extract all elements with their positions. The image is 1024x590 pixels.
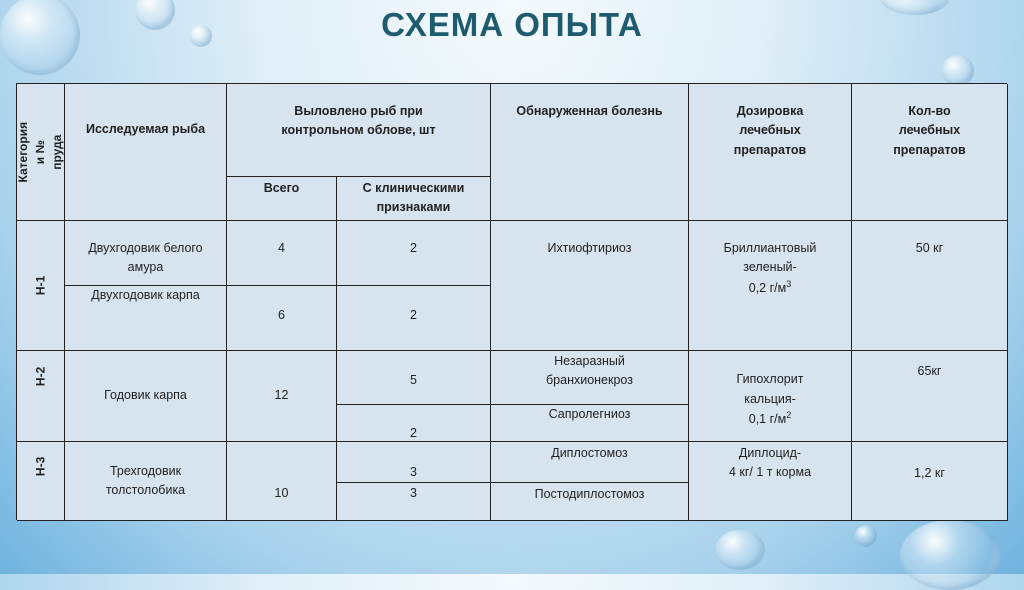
category-label: Н-3: [33, 456, 48, 476]
dosage-cell: [689, 351, 852, 442]
fish-cell: Двухгодовик белого амура: [65, 221, 227, 286]
dosage-line1: Диплоцид-: [738, 446, 802, 460]
header-caught: Выловлено рыб при контрольном облове, шт: [227, 84, 491, 177]
bubble-decoration: [715, 530, 765, 570]
disease-cell: Незаразный бранхионекроз: [491, 351, 689, 405]
bubble-decoration: [855, 525, 877, 547]
dosage-line2: 0,2 г/м: [748, 280, 787, 295]
dosage-line1: Бриллиантовый зеленый-: [723, 241, 817, 275]
disease-cell: Постодиплостомоз: [491, 483, 689, 521]
header-clinical: С клиническими признаками: [337, 177, 491, 221]
bubble-decoration: [900, 520, 1000, 590]
clinical-cell: 2: [337, 221, 491, 286]
dosage-line2: 0,1 г/м: [748, 412, 787, 427]
dosage-line2: 4 кг/ 1 т корма: [728, 465, 812, 480]
total-cell: 12: [227, 351, 337, 442]
clinical-cell: 3: [337, 442, 491, 483]
dosage-cell: [689, 442, 852, 521]
page-title: СХЕМА ОПЫТА: [381, 6, 643, 43]
fish-cell: Двухгодовик карпа: [65, 286, 227, 351]
dosage-line1: Гипохлорит кальция-: [736, 372, 804, 406]
header-dosage: Дозировка лечебных препаратов: [689, 84, 852, 221]
experiment-table: [16, 83, 1007, 520]
header-amount: Кол-во лечебных препаратов: [852, 84, 1008, 221]
header-total: Всего: [227, 177, 337, 221]
amount-cell: 65кг: [852, 351, 1008, 442]
category-cell: [17, 221, 65, 351]
dosage-line2-wrap: [749, 409, 792, 430]
fish-cell: Годовик карпа: [65, 351, 227, 442]
category-cell: [17, 351, 65, 442]
disease-cell: Сапролегниоз: [491, 405, 689, 442]
dosage-cell: [689, 221, 852, 351]
clinical-cell: 2: [337, 286, 491, 351]
amount-cell: 50 кг: [852, 221, 1008, 351]
clinical-cell: 2: [337, 405, 491, 442]
total-cell: 10: [227, 442, 337, 521]
header-disease: Обнаруженная болезнь: [491, 84, 689, 221]
header-fish: Исследуемая рыба: [65, 84, 227, 221]
total-cell: 4: [227, 221, 337, 286]
category-label: Н-2: [33, 366, 48, 386]
fish-cell: Трехгодовик толстолобика: [65, 442, 227, 521]
clinical-cell: 3: [337, 483, 491, 521]
amount-cell: 1,2 кг: [852, 442, 1008, 521]
total-cell: 6: [227, 286, 337, 351]
disease-cell: Диплостомоз: [491, 442, 689, 483]
category-label: Н-1: [33, 275, 48, 296]
disease-cell: Ихтиофтириоз: [491, 221, 689, 351]
dosage-exponent: 2: [786, 410, 792, 421]
category-cell: [17, 442, 65, 521]
clinical-cell: 5: [337, 351, 491, 405]
header-category-label: Категория и № пруда: [16, 121, 64, 183]
header-category: [17, 84, 65, 221]
dosage-exponent: 3: [786, 278, 792, 289]
